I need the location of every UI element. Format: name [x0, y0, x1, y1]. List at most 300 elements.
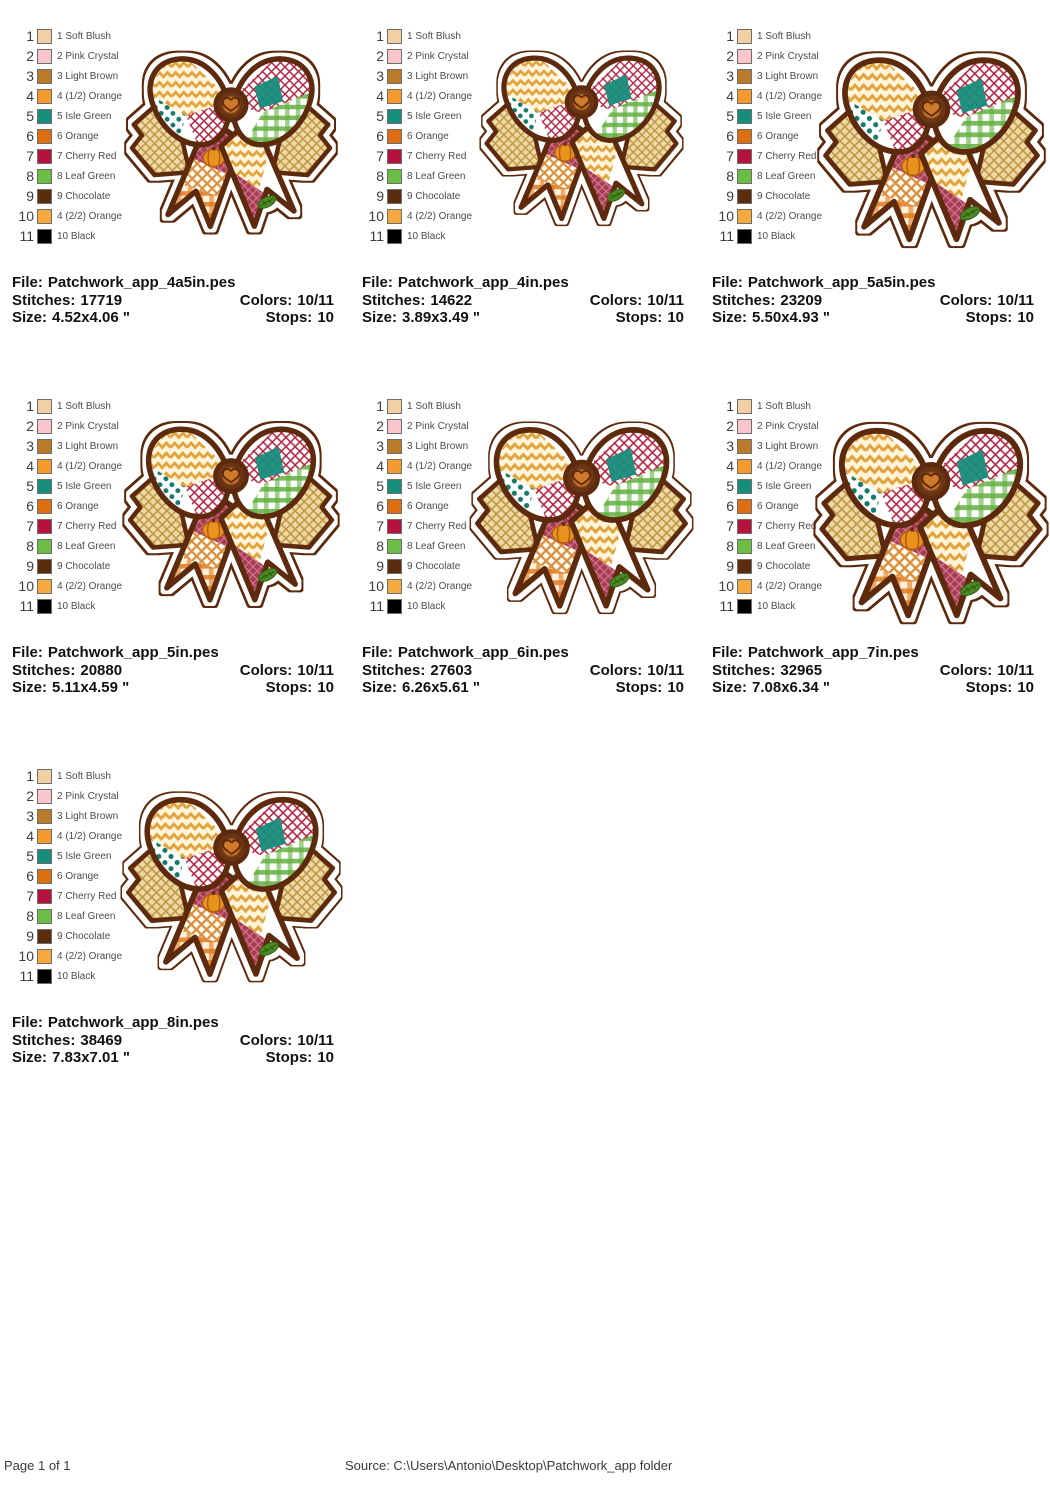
legend-number: 7 [726, 518, 734, 534]
size-line [712, 679, 1034, 697]
stitches-line [12, 1032, 334, 1050]
color-swatch [737, 29, 752, 44]
color-swatch [37, 69, 52, 84]
legend-row [10, 436, 122, 456]
legend-number: 2 [26, 418, 34, 434]
stops-label: Stops: [965, 309, 1013, 326]
legend-number: 5 [376, 478, 384, 494]
legend-label: 4 (1/2) Orange [407, 460, 473, 472]
size-value: 5.50x4.93 " [752, 309, 831, 326]
legend-label: 5 Isle Green [757, 110, 812, 122]
legend-row [10, 106, 122, 126]
legend-number: 10 [368, 578, 384, 594]
legend-row [10, 456, 122, 476]
size-value: 6.26x5.61 " [402, 679, 481, 696]
legend-row [10, 496, 122, 516]
legend-number: 6 [26, 498, 34, 514]
legend-label: 9 Chocolate [757, 190, 811, 202]
color-swatch [37, 499, 52, 514]
legend-row [710, 556, 822, 576]
legend-row [10, 86, 122, 106]
legend-row [10, 46, 122, 66]
legend-label: 5 Isle Green [757, 480, 812, 492]
legend-row [710, 516, 822, 536]
legend-row [710, 476, 822, 496]
legend-label: 2 Pink Crystal [57, 790, 119, 802]
size-value: 7.08x6.34 " [752, 679, 831, 696]
legend-row [710, 86, 822, 106]
legend-number: 1 [376, 28, 384, 44]
color-swatch [387, 539, 402, 554]
legend-row [10, 556, 122, 576]
color-swatch [37, 209, 52, 224]
legend-row [360, 456, 472, 476]
color-swatch [387, 129, 402, 144]
design-info [12, 644, 334, 697]
color-swatch [737, 419, 752, 434]
color-swatch [37, 809, 52, 824]
legend-label: 3 Light Brown [407, 440, 469, 452]
legend-number: 6 [726, 498, 734, 514]
design-info [362, 644, 684, 697]
file-value: Patchwork_app_8in.pes [47, 1014, 219, 1031]
thread-color-legend [360, 396, 472, 616]
size-label: Size: [12, 679, 48, 696]
design-cell [0, 390, 350, 740]
bow-thumbnail [810, 410, 1050, 648]
stops-label: Stops: [965, 679, 1013, 696]
color-swatch [37, 769, 52, 784]
color-swatch [37, 49, 52, 64]
legend-number: 8 [726, 538, 734, 554]
legend-label: 4 (2/2) Orange [407, 580, 473, 592]
legend-label: 1 Soft Blush [407, 30, 461, 42]
color-swatch [387, 29, 402, 44]
legend-row [10, 416, 122, 436]
legend-label: 4 (2/2) Orange [407, 210, 473, 222]
color-swatch [387, 69, 402, 84]
legend-label: 4 (2/2) Orange [757, 210, 823, 222]
legend-row [360, 416, 472, 436]
file-value: Patchwork_app_4in.pes [397, 274, 569, 291]
colors-value: 10/11 [997, 291, 1034, 309]
page-footer [0, 1458, 1050, 1478]
stops-value: 10 [1017, 679, 1034, 696]
stops-value: 10 [317, 1049, 334, 1066]
design-cell [0, 760, 350, 1110]
legend-number: 10 [718, 208, 734, 224]
legend-row [710, 166, 822, 186]
legend-label: 7 Cherry Red [757, 150, 817, 162]
design-info [12, 1014, 334, 1067]
legend-number: 9 [376, 558, 384, 574]
size-line [12, 1049, 334, 1067]
design-info [362, 274, 684, 327]
legend-label: 6 Orange [757, 500, 799, 512]
legend-number: 9 [26, 188, 34, 204]
legend-row [360, 576, 472, 596]
legend-label: 6 Orange [57, 130, 99, 142]
legend-row [10, 206, 122, 226]
stops-label: Stops: [615, 679, 663, 696]
thread-color-legend [10, 26, 122, 246]
stops-value: 10 [667, 679, 684, 696]
legend-number: 9 [726, 558, 734, 574]
color-swatch [737, 539, 752, 554]
color-swatch [387, 499, 402, 514]
color-swatch [37, 789, 52, 804]
color-swatch [737, 559, 752, 574]
legend-label: 1 Soft Blush [57, 30, 111, 42]
legend-number: 4 [376, 88, 384, 104]
design-info [712, 644, 1034, 697]
color-swatch [387, 559, 402, 574]
legend-label: 10 Black [757, 230, 796, 242]
bow-thumbnail [110, 780, 352, 1018]
page-number: Page 1 of 1 [4, 1458, 71, 1473]
legend-row [710, 146, 822, 166]
legend-label: 4 (1/2) Orange [757, 90, 823, 102]
color-swatch [737, 149, 752, 164]
legend-label: 2 Pink Crystal [407, 50, 469, 62]
color-swatch [737, 439, 752, 454]
color-swatch [737, 459, 752, 474]
legend-row [10, 166, 122, 186]
legend-label: 6 Orange [757, 130, 799, 142]
legend-label: 9 Chocolate [757, 560, 811, 572]
color-swatch [37, 519, 52, 534]
legend-number: 11 [19, 228, 34, 244]
file-line [712, 644, 1034, 662]
color-swatch [37, 109, 52, 124]
legend-number: 3 [376, 68, 384, 84]
color-swatch [37, 399, 52, 414]
legend-label: 8 Leaf Green [57, 540, 116, 552]
legend-number: 4 [26, 828, 34, 844]
color-swatch [37, 559, 52, 574]
stitches-label: Stitches: [12, 291, 76, 309]
legend-number: 4 [26, 458, 34, 474]
file-value: Patchwork_app_7in.pes [747, 644, 919, 661]
file-line [362, 274, 684, 292]
stitches-label: Stitches: [362, 291, 426, 309]
color-swatch [387, 49, 402, 64]
size-value: 3.89x3.49 " [402, 309, 481, 326]
size-line [362, 309, 684, 327]
legend-row [360, 86, 472, 106]
stitches-value: 20880 [80, 661, 123, 679]
legend-number: 11 [719, 228, 734, 244]
legend-label: 4 (2/2) Orange [57, 580, 123, 592]
color-swatch [37, 479, 52, 494]
legend-label: 1 Soft Blush [757, 30, 811, 42]
color-swatch [737, 129, 752, 144]
file-value: Patchwork_app_4a5in.pes [47, 274, 236, 291]
color-swatch [37, 909, 52, 924]
legend-number: 1 [726, 28, 734, 44]
color-swatch [737, 169, 752, 184]
size-label: Size: [362, 309, 398, 326]
colors-value: 10/11 [297, 661, 334, 679]
file-line [712, 274, 1034, 292]
color-swatch [387, 419, 402, 434]
legend-label: 4 (1/2) Orange [57, 830, 123, 842]
colors-value: 10/11 [297, 1031, 334, 1049]
color-swatch [387, 209, 402, 224]
legend-label: 4 (1/2) Orange [407, 90, 473, 102]
size-label: Size: [12, 309, 48, 326]
color-swatch [37, 189, 52, 204]
legend-row [10, 596, 122, 616]
color-swatch [737, 89, 752, 104]
bow-thumbnail [110, 410, 352, 648]
bow-thumbnail [110, 40, 352, 278]
color-swatch [37, 869, 52, 884]
colors-label: Colors: [589, 661, 643, 679]
legend-row [360, 496, 472, 516]
size-value: 4.52x4.06 " [52, 309, 131, 326]
stops-label: Stops: [265, 309, 313, 326]
stops-label: Stops: [265, 679, 313, 696]
legend-row [710, 106, 822, 126]
legend-label: 7 Cherry Red [57, 150, 117, 162]
size-value: 5.11x4.59 " [52, 679, 130, 696]
legend-label: 4 (2/2) Orange [57, 950, 123, 962]
legend-number: 8 [26, 538, 34, 554]
legend-label: 7 Cherry Red [757, 520, 817, 532]
color-swatch [737, 109, 752, 124]
legend-row [710, 576, 822, 596]
legend-row [10, 866, 122, 886]
color-swatch [387, 479, 402, 494]
legend-label: 2 Pink Crystal [757, 420, 819, 432]
design-cell [350, 20, 700, 370]
legend-number: 5 [26, 848, 34, 864]
color-swatch [37, 929, 52, 944]
legend-row [10, 476, 122, 496]
patchwork-bow-image [816, 40, 1047, 252]
color-swatch [387, 579, 402, 594]
size-line [712, 309, 1034, 327]
legend-number: 3 [376, 438, 384, 454]
stops-value: 10 [1017, 309, 1034, 326]
legend-row [10, 126, 122, 146]
thread-color-legend [710, 26, 822, 246]
legend-row [10, 536, 122, 556]
colors-label: Colors: [239, 291, 293, 309]
color-swatch [737, 229, 752, 244]
legend-number: 1 [26, 28, 34, 44]
colors-label: Colors: [939, 291, 993, 309]
color-swatch [37, 579, 52, 594]
colors-value: 10/11 [297, 291, 334, 309]
legend-row [360, 146, 472, 166]
file-line [362, 644, 684, 662]
legend-number: 4 [26, 88, 34, 104]
legend-number: 4 [726, 458, 734, 474]
design-cell [0, 20, 350, 370]
legend-row [360, 596, 472, 616]
color-swatch [737, 69, 752, 84]
legend-row [360, 396, 472, 416]
legend-number: 9 [26, 928, 34, 944]
legend-number: 2 [726, 48, 734, 64]
stitches-label: Stitches: [362, 661, 426, 679]
stitches-value: 17719 [80, 291, 123, 309]
file-label: File: [12, 274, 43, 291]
bow-thumbnail [460, 40, 702, 278]
legend-row [10, 26, 122, 46]
size-label: Size: [12, 1049, 48, 1066]
legend-number: 2 [376, 48, 384, 64]
file-label: File: [12, 1014, 43, 1031]
legend-row [10, 66, 122, 86]
file-value: Patchwork_app_5a5in.pes [747, 274, 936, 291]
legend-number: 11 [19, 598, 34, 614]
color-swatch [37, 949, 52, 964]
color-swatch [387, 519, 402, 534]
stitches-line [362, 292, 684, 310]
color-swatch [387, 89, 402, 104]
legend-label: 6 Orange [57, 870, 99, 882]
design-info [712, 274, 1034, 327]
legend-number: 7 [376, 148, 384, 164]
color-swatch [387, 189, 402, 204]
patchwork-bow-image [123, 40, 339, 238]
legend-row [710, 456, 822, 476]
file-value: Patchwork_app_5in.pes [47, 644, 219, 661]
thread-color-legend [710, 396, 822, 616]
legend-row [360, 166, 472, 186]
legend-label: 9 Chocolate [407, 560, 461, 572]
design-cell [350, 390, 700, 740]
legend-row [10, 396, 122, 416]
legend-number: 8 [26, 168, 34, 184]
legend-label: 1 Soft Blush [57, 770, 111, 782]
legend-label: 1 Soft Blush [407, 400, 461, 412]
legend-number: 6 [726, 128, 734, 144]
legend-row [360, 126, 472, 146]
legend-number: 5 [376, 108, 384, 124]
legend-label: 9 Chocolate [57, 560, 111, 572]
legend-label: 6 Orange [407, 130, 449, 142]
legend-label: 4 (1/2) Orange [57, 90, 123, 102]
legend-number: 7 [26, 518, 34, 534]
color-swatch [37, 229, 52, 244]
legend-label: 10 Black [757, 600, 796, 612]
legend-row [710, 126, 822, 146]
color-swatch [387, 399, 402, 414]
legend-row [360, 26, 472, 46]
legend-row [10, 766, 122, 786]
legend-label: 5 Isle Green [57, 110, 112, 122]
legend-row [710, 596, 822, 616]
legend-row [360, 46, 472, 66]
legend-row [360, 556, 472, 576]
legend-row [360, 536, 472, 556]
colors-label: Colors: [239, 1031, 293, 1049]
stops-value: 10 [317, 309, 334, 326]
legend-number: 5 [26, 108, 34, 124]
legend-row [710, 206, 822, 226]
legend-label: 8 Leaf Green [407, 170, 466, 182]
legend-number: 6 [26, 128, 34, 144]
legend-label: 4 (1/2) Orange [57, 460, 123, 472]
legend-label: 3 Light Brown [57, 440, 119, 452]
color-swatch [737, 499, 752, 514]
size-line [12, 309, 334, 327]
legend-number: 10 [718, 578, 734, 594]
legend-number: 5 [26, 478, 34, 494]
stitches-label: Stitches: [712, 291, 776, 309]
legend-row [10, 846, 122, 866]
color-swatch [37, 169, 52, 184]
legend-number: 3 [26, 808, 34, 824]
legend-number: 7 [376, 518, 384, 534]
legend-row [10, 186, 122, 206]
legend-row [360, 516, 472, 536]
legend-row [10, 826, 122, 846]
legend-number: 8 [726, 168, 734, 184]
legend-label: 2 Pink Crystal [57, 420, 119, 432]
legend-row [710, 416, 822, 436]
legend-label: 6 Orange [407, 500, 449, 512]
thread-color-legend [10, 396, 122, 616]
color-swatch [387, 439, 402, 454]
legend-number: 3 [726, 438, 734, 454]
legend-number: 11 [369, 228, 384, 244]
legend-number: 7 [26, 148, 34, 164]
stops-value: 10 [667, 309, 684, 326]
legend-label: 7 Cherry Red [407, 520, 467, 532]
stops-label: Stops: [265, 1049, 313, 1066]
legend-row [10, 516, 122, 536]
legend-label: 3 Light Brown [757, 440, 819, 452]
file-label: File: [362, 274, 393, 291]
bow-thumbnail [810, 40, 1050, 278]
legend-row [710, 436, 822, 456]
legend-number: 5 [726, 478, 734, 494]
legend-row [710, 66, 822, 86]
color-swatch [37, 829, 52, 844]
legend-number: 10 [18, 208, 34, 224]
legend-number: 4 [726, 88, 734, 104]
legend-row [710, 536, 822, 556]
legend-row [360, 106, 472, 126]
patchwork-bow-image [121, 410, 341, 612]
legend-row [10, 226, 122, 246]
stitches-value: 38469 [80, 1031, 123, 1049]
color-swatch [37, 599, 52, 614]
color-swatch [737, 519, 752, 534]
stitches-value: 32965 [780, 661, 823, 679]
legend-row [10, 906, 122, 926]
legend-number: 11 [719, 598, 734, 614]
color-swatch [387, 599, 402, 614]
file-value: Patchwork_app_6in.pes [397, 644, 569, 661]
color-swatch [737, 579, 752, 594]
legend-label: 10 Black [57, 970, 96, 982]
stitches-line [12, 292, 334, 310]
legend-number: 7 [726, 148, 734, 164]
size-line [362, 679, 684, 697]
legend-label: 5 Isle Green [57, 850, 112, 862]
color-swatch [37, 149, 52, 164]
stitches-value: 27603 [430, 661, 473, 679]
legend-row [710, 496, 822, 516]
legend-label: 4 (2/2) Orange [757, 580, 823, 592]
file-label: File: [12, 644, 43, 661]
